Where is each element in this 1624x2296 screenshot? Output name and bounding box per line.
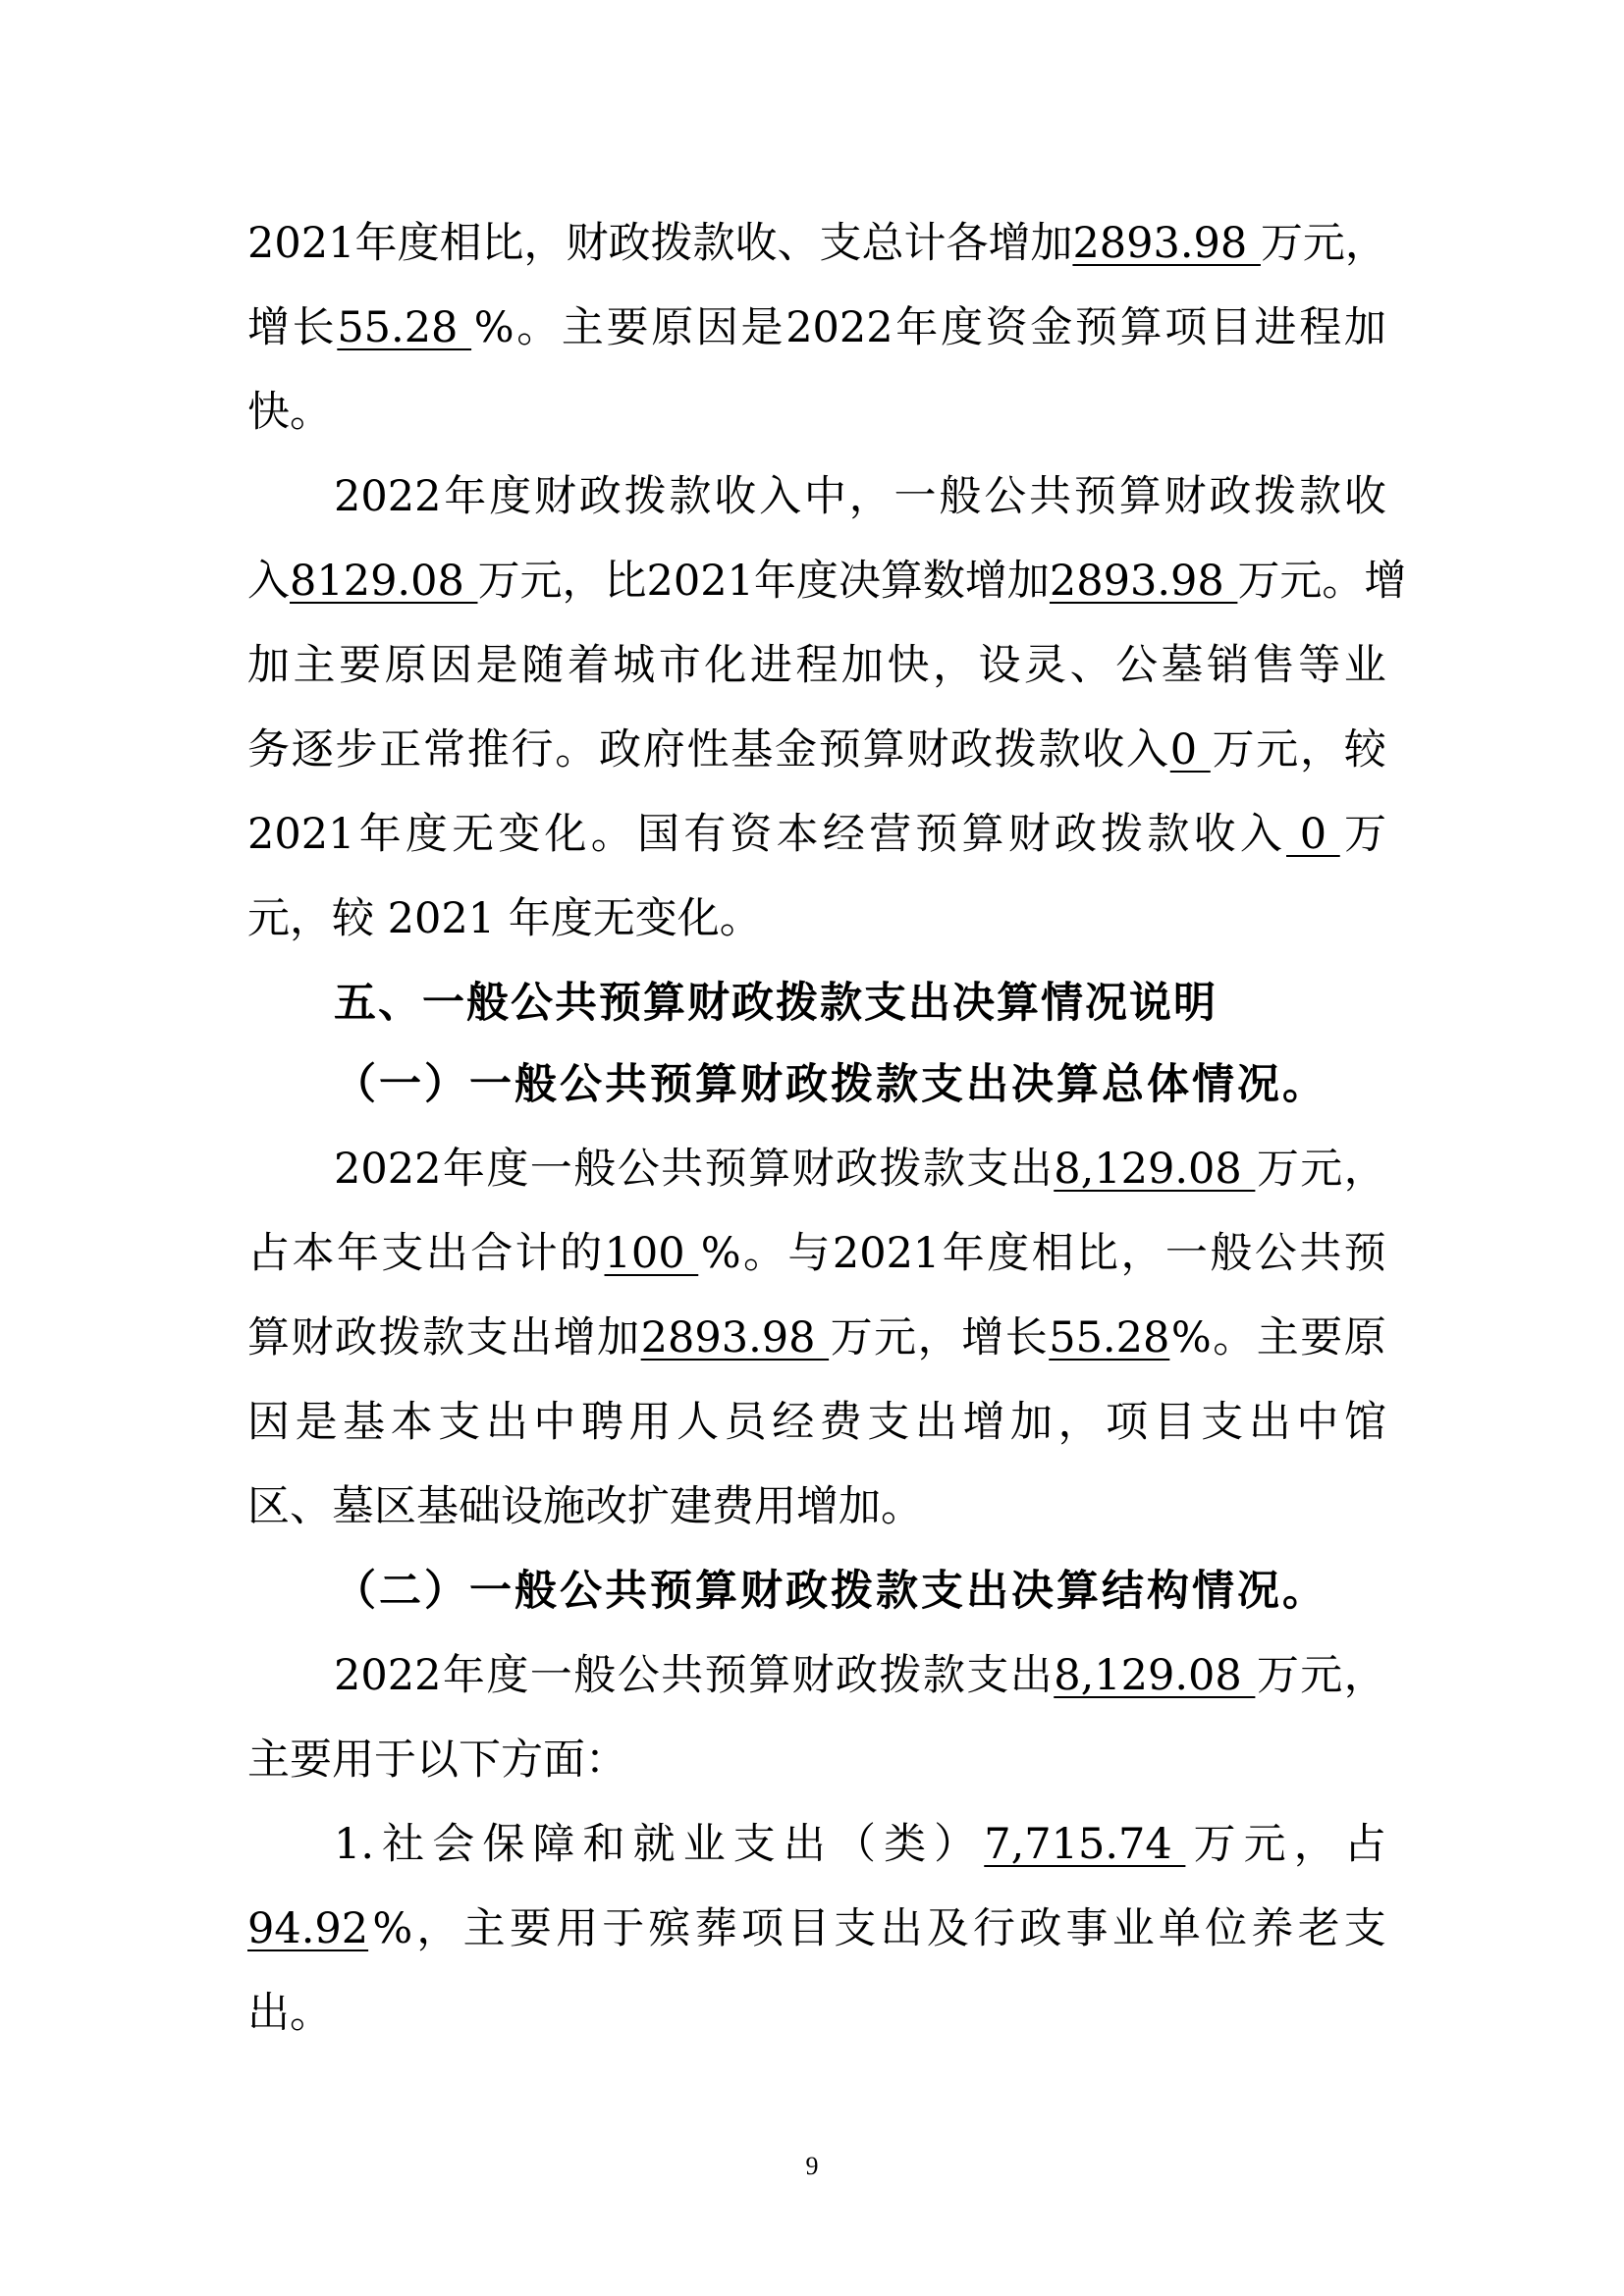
body-line — [247, 1721, 1386, 1799]
underlined-value: 100 — [604, 1229, 699, 1278]
section-heading — [334, 964, 1218, 1042]
body-line — [247, 373, 1386, 452]
underlined-value: 2893.98 — [1072, 219, 1261, 268]
body-line — [247, 880, 1386, 958]
subsection-heading — [334, 1552, 1327, 1630]
underlined-value: 8,129.08 — [1054, 1651, 1256, 1700]
text-run: 元，较 2021 年度无变化。 — [247, 894, 762, 943]
body-line: 算 财 政 拨 款 支 出 增 加 2893.98 万 元 ， 增 长 55.28 % 。 主 要 原 — [247, 1299, 1386, 1377]
body-line: 加 主 要 原 因 是 随 着 城 市 化 进 程 加 快 ， 设 灵 、 公 墓 销 售 等 业 — [247, 641, 1386, 690]
underlined-value: 55.28 — [1049, 1313, 1170, 1362]
underlined-value: 0 — [1286, 810, 1340, 859]
underlined-value: 94.92 — [247, 1904, 369, 1953]
underlined-value: 55.28 — [337, 303, 472, 352]
body-line: 94.92 % ， 主 要 用 于 殡 葬 项 目 支 出 及 行 政 事 业 单 位 养 老 支 — [247, 1890, 1386, 1968]
text-run: （一）一般公共预算财政拨款支出决算总体情况。 — [334, 1060, 1327, 1109]
text-run: （二）一般公共预算财政拨款支出决算结构情况。 — [334, 1567, 1327, 1616]
underlined-value: 2893.98 — [640, 1313, 830, 1362]
page-number: 9 — [805, 2152, 819, 2180]
text-run: 快。 — [247, 388, 332, 437]
underlined-value: 8,129.08 — [1054, 1145, 1256, 1194]
body-line: 增 长 55.28 % 。 主 要 原 因 是 2022 年 度 资 金 预 算 项 目 进 程 加 — [247, 289, 1386, 367]
body-line: 入 8129.08 万 元 ， 比 2021 年 度 决 算 数 增 加 2893.98 万 元 。 增 — [247, 542, 1386, 620]
underlined-value: 2893.98 — [1049, 557, 1238, 606]
text-run: 出。 — [247, 1989, 332, 2038]
body-line: 2022 年 度 一 般 公 共 预 算 财 政 拨 款 支 出 8,129.08 万 元 ， — [334, 1636, 1386, 1715]
body-line: 2022 年 度 财 政 拨 款 收 入 中 ， 一 般 公 共 预 算 财 政 拨 款 收 — [334, 472, 1386, 521]
text-run: 主要用于以下方面： — [247, 1735, 627, 1785]
text-run: 区、墓区基础设施改扩建费用增加。 — [247, 1482, 923, 1531]
body-line: 2021 年 度 相 比 ， 财 政 拨 款 收 、 支 总 计 各 增 加 2893.98 万 元 ， — [247, 204, 1386, 283]
body-line: 2022 年 度 一 般 公 共 预 算 财 政 拨 款 支 出 8,129.08 万 元 ， — [334, 1130, 1386, 1208]
text-run: 五、一般公共预算财政拨款支出决算情况说明 — [334, 979, 1218, 1028]
body-line — [247, 1468, 1386, 1546]
subsection-heading — [334, 1045, 1327, 1124]
body-line: 因 是 基 本 支 出 中 聘 用 人 员 经 费 支 出 增 加 ， 项 目 支 出 中 馆 — [247, 1398, 1386, 1447]
body-line: 占 本 年 支 出 合 计 的 100 % 。 与 2021 年 度 相 比 ， 一 般 公 共 预 — [247, 1214, 1386, 1293]
underlined-value: 8129.08 — [290, 557, 478, 606]
body-line: 1. 社 会 保 障 和 就 业 支 出 （ 类 ） 7,715.74 万 元 ， 占 — [334, 1805, 1386, 1884]
body-line — [247, 1974, 1386, 2053]
body-line: 2021 年 度 无 变 化 。 国 有 资 本 经 营 预 算 财 政 拨 款 收 入 0 万 — [247, 795, 1386, 874]
underlined-value: 7,715.74 — [984, 1820, 1186, 1869]
body-line: 务 逐 步 正 常 推 行 。 政 府 性 基 金 预 算 财 政 拨 款 收 入 0 万 元 ， 较 — [247, 711, 1386, 789]
underlined-value: 0 — [1169, 725, 1211, 774]
